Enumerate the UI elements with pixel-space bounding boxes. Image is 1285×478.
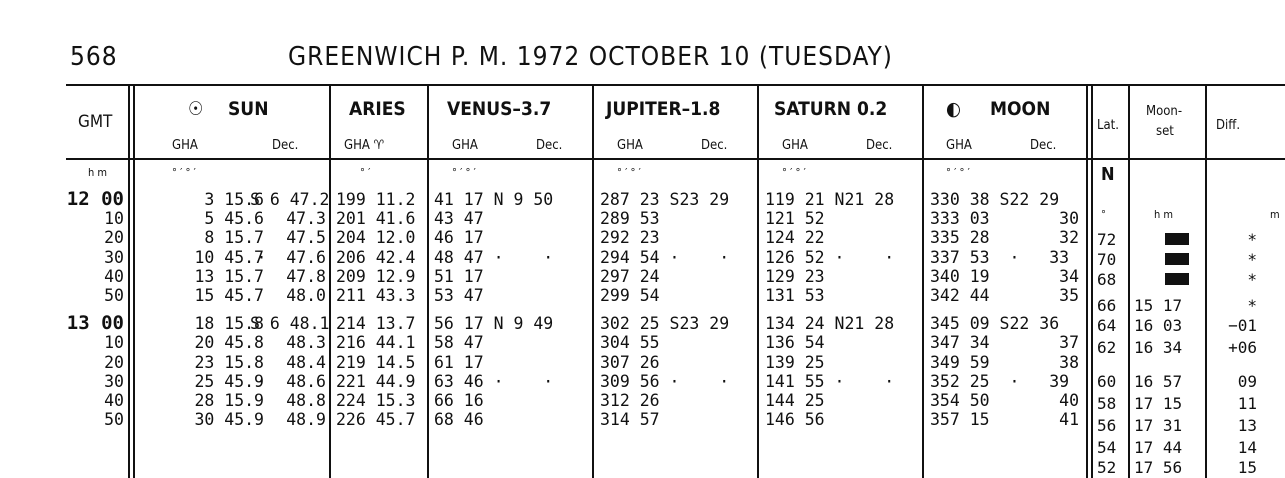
diff-cell: 11 <box>1237 394 1257 413</box>
venus-header: VENUS–3.7 <box>447 98 552 120</box>
lat-north: N <box>1101 164 1115 185</box>
diff-cell: −01 <box>1228 316 1257 335</box>
gmt-cell: 10 <box>104 333 124 353</box>
moonset-units: h m <box>1154 208 1174 221</box>
venus-gha-subheader: GHA <box>452 138 478 153</box>
moonset-bar-icon <box>1165 273 1189 285</box>
gmt-cell: 20 <box>104 228 124 248</box>
moon-symbol: ◐ <box>946 98 961 120</box>
sun-gha-cell: 25 45.9 <box>194 371 264 391</box>
lat-cell: 60 <box>1097 372 1117 391</box>
sun-dec-cell: 47.5 <box>286 228 326 248</box>
jupiter-cell: 307 26 <box>600 352 660 372</box>
jupiter-units: ° ′ ° ′ <box>617 166 641 179</box>
moonset-cell: 17 15 <box>1134 394 1183 413</box>
aries-gha-cell: 216 44.1 <box>336 333 416 353</box>
jupiter-cell: 304 55 <box>600 333 660 353</box>
sun-gha-cell: 10 45.7 <box>194 247 264 267</box>
sun-gha-cell: 13 15.7 <box>194 266 264 286</box>
moon-cell: 349 59 38 <box>930 352 1080 372</box>
gmt-cell: 50 <box>104 286 124 305</box>
aries-gha-cell: 211 43.3 <box>336 286 416 305</box>
jupiter-cell: 302 25 S23 29 <box>600 314 730 334</box>
gmt-cell: 10 <box>104 209 124 229</box>
sun-gha-subheader: GHA <box>172 138 198 153</box>
table-top-rule <box>66 84 1285 86</box>
lat-cell: 64 <box>1097 316 1117 335</box>
moon-cell: 354 50 40 <box>930 391 1080 410</box>
jupiter-dec-subheader: Dec. <box>701 138 728 153</box>
aries-gha-cell: 206 42.4 <box>336 247 416 267</box>
venus-cell: 41 17 N 9 50 <box>434 190 554 209</box>
sun-dec-cell: · 47.6 <box>256 247 326 267</box>
aries-gha-cell: 221 44.9 <box>336 371 416 391</box>
lat-cell: 52 <box>1097 458 1117 477</box>
diff-cell: 15 <box>1237 458 1257 477</box>
diff-cell: +06 <box>1228 338 1257 357</box>
gmt-header: GMT <box>78 112 113 132</box>
moon-cell: 333 03 30 <box>930 209 1080 229</box>
venus-cell: 58 47 <box>434 333 484 353</box>
moon-double-rule-a <box>1086 84 1088 478</box>
saturn-cell: 124 22 <box>765 228 825 248</box>
saturn-units: ° ′ ° ′ <box>782 166 806 179</box>
saturn-header: SATURN 0.2 <box>774 98 888 120</box>
sun-header: SUN <box>228 98 269 120</box>
saturn-rule <box>922 84 924 478</box>
moon-cell: 342 44 35 <box>930 286 1080 305</box>
moon-dec-subheader: Dec. <box>1030 138 1057 153</box>
moon-cell: 357 15 41 <box>930 410 1080 430</box>
aries-gha-cell: 224 15.3 <box>336 391 416 410</box>
lat-cell: 68 <box>1097 270 1117 289</box>
venus-cell: 68 46 <box>434 410 484 430</box>
moon-double-rule-b <box>1091 84 1093 478</box>
diff-cell: * <box>1247 270 1257 289</box>
lat-cell: 58 <box>1097 394 1117 413</box>
jupiter-rule <box>757 84 759 478</box>
aries-gha-cell: 219 14.5 <box>336 352 416 372</box>
saturn-gha-subheader: GHA <box>782 138 808 153</box>
aries-gha-subheader: GHA ♈ <box>344 138 385 153</box>
aries-gha-cell: 214 13.7 <box>336 314 416 334</box>
moon-cell: 352 25 · 39 <box>930 371 1070 391</box>
aries-gha-cell: 201 41.6 <box>336 209 416 229</box>
lat-cell: 66 <box>1097 296 1117 315</box>
aries-units: ° ′ <box>360 166 371 179</box>
diff-header: Diff. <box>1216 118 1241 133</box>
moonset-cell: 16 57 <box>1134 372 1183 391</box>
aries-gha-cell: 209 12.9 <box>336 266 416 286</box>
jupiter-header: JUPITER–1.8 <box>606 98 721 120</box>
gmt-double-rule-a <box>128 84 130 478</box>
sun-dec-subheader: Dec. <box>272 138 299 153</box>
moonset-header-line2: set <box>1156 124 1174 139</box>
jupiter-cell: 314 57 <box>600 410 660 430</box>
jupiter-cell: 292 23 <box>600 228 660 248</box>
sun-dec-cell: · 48.6 <box>256 371 326 391</box>
jupiter-gha-subheader: GHA <box>617 138 643 153</box>
venus-cell: 51 17 <box>434 266 484 286</box>
moonset-rule <box>1205 84 1207 478</box>
moon-cell: 335 28 32 <box>930 228 1080 248</box>
diff-cell: 13 <box>1237 416 1257 435</box>
venus-cell: 43 47 <box>434 209 484 229</box>
sun-dec-cell: S 6 47.2 <box>250 190 330 209</box>
lat-header: Lat. <box>1097 118 1119 133</box>
sun-gha-cell: 15 45.7 <box>194 286 264 305</box>
venus-cell: 48 47 · · <box>434 247 554 267</box>
sun-gha-cell: 5 45.6 <box>204 209 264 229</box>
diff-cell: 14 <box>1237 438 1257 457</box>
lat-degree-unit: ° <box>1101 208 1106 221</box>
moon-cell: 347 34 37 <box>930 333 1080 353</box>
jupiter-cell: 294 54 · · <box>600 247 730 267</box>
header-bottom-rule <box>66 158 1285 160</box>
moonset-cell: 15 17 <box>1134 296 1183 315</box>
aries-gha-cell: 226 45.7 <box>336 410 416 430</box>
lat-cell: 56 <box>1097 416 1117 435</box>
gmt-cell: 40 <box>104 266 124 286</box>
sun-dec-cell: 48.8 <box>286 391 326 410</box>
aries-gha-cell: 199 11.2 <box>336 190 416 209</box>
lat-cell: 62 <box>1097 338 1117 357</box>
moon-cell: 340 19 34 <box>930 266 1080 286</box>
saturn-cell: 119 21 N21 28 <box>765 190 895 209</box>
sun-dec-cell: 48.0 <box>286 286 326 305</box>
aries-gha-cell: 204 12.0 <box>336 228 416 248</box>
sun-units: ° ′ ° ′ <box>172 166 196 179</box>
saturn-cell: 131 53 <box>765 286 825 305</box>
diff-units: m <box>1270 208 1280 221</box>
gmt-cell: 20 <box>104 352 124 372</box>
sun-gha-cell: 30 45.9 <box>194 410 264 430</box>
saturn-cell: 141 55 · · <box>765 371 895 391</box>
sun-dec-cell: 48.9 <box>286 410 326 430</box>
saturn-cell: 136 54 <box>765 333 825 353</box>
aries-rule <box>427 84 429 478</box>
gmt-cell: 50 <box>104 410 124 430</box>
venus-cell: 53 47 <box>434 286 484 305</box>
saturn-cell: 146 56 <box>765 410 825 430</box>
diff-cell: * <box>1247 296 1257 315</box>
moonset-cell: 17 44 <box>1134 438 1183 457</box>
moon-cell: 330 38 S22 29 <box>930 190 1060 209</box>
jupiter-cell: 297 24 <box>600 266 660 286</box>
sun-gha-cell: 28 15.9 <box>194 391 264 410</box>
venus-cell: 63 46 · · <box>434 371 554 391</box>
saturn-cell: 144 25 <box>765 391 825 410</box>
diff-cell: 09 <box>1237 372 1257 391</box>
sun-dec-cell: 47.8 <box>286 266 326 286</box>
saturn-cell: 134 24 N21 28 <box>765 314 895 334</box>
moonset-bar-icon <box>1165 233 1189 245</box>
sun-dec-cell: 48.3 <box>286 333 326 353</box>
gmt-cell: 40 <box>104 391 124 410</box>
moon-header: MOON <box>990 98 1051 120</box>
sun-symbol: ☉ <box>188 98 204 120</box>
jupiter-cell: 299 54 <box>600 286 660 305</box>
aries-header: ARIES <box>349 98 406 120</box>
diff-cell: * <box>1247 230 1257 249</box>
sun-gha-cell: 8 15.7 <box>204 228 264 248</box>
sun-gha-cell: 3 15.6 <box>204 190 264 209</box>
jupiter-cell: 289 53 <box>600 209 660 229</box>
sun-dec-cell: S 6 48.1 <box>250 314 330 334</box>
gmt-double-rule-b <box>133 84 135 478</box>
gmt-cell: 13 00 <box>66 312 124 335</box>
moon-units: ° ′ ° ′ <box>946 166 970 179</box>
sun-gha-cell: 20 45.8 <box>194 333 264 353</box>
moon-cell: 345 09 S22 36 <box>930 314 1060 334</box>
moonset-header-line1: Moon- <box>1146 104 1183 119</box>
gmt-cell: 12 00 <box>66 188 124 210</box>
moonset-cell: 17 56 <box>1134 458 1183 477</box>
lat-cell: 54 <box>1097 438 1117 457</box>
moonset-bar-icon <box>1165 253 1189 265</box>
venus-units: ° ′ ° ′ <box>452 166 476 179</box>
jupiter-cell: 309 56 · · <box>600 371 730 391</box>
venus-cell: 61 17 <box>434 352 484 372</box>
lat-cell: 70 <box>1097 250 1117 269</box>
moon-cell: 337 53 · 33 <box>930 247 1070 267</box>
saturn-cell: 129 23 <box>765 266 825 286</box>
moonset-cell: 17 31 <box>1134 416 1183 435</box>
sun-gha-cell: 18 15.8 <box>194 314 264 334</box>
sun-dec-cell: 48.4 <box>286 352 326 372</box>
venus-cell: 66 16 <box>434 391 484 410</box>
gmt-units: h m <box>88 166 108 179</box>
gmt-cell: 30 <box>104 371 124 391</box>
moonset-cell: 16 03 <box>1134 316 1183 335</box>
saturn-cell: 121 52 <box>765 209 825 229</box>
saturn-cell: 126 52 · · <box>765 247 895 267</box>
page-number: 568 <box>70 42 118 72</box>
gmt-cell: 30 <box>104 247 124 267</box>
sun-gha-cell: 23 15.8 <box>194 352 264 372</box>
lat-rule <box>1128 84 1130 478</box>
diff-cell: * <box>1247 250 1257 269</box>
sun-rule <box>329 84 331 478</box>
jupiter-cell: 312 26 <box>600 391 660 410</box>
venus-cell: 46 17 <box>434 228 484 248</box>
saturn-cell: 139 25 <box>765 352 825 372</box>
venus-dec-subheader: Dec. <box>536 138 563 153</box>
moonset-cell: 16 34 <box>1134 338 1183 357</box>
moon-gha-subheader: GHA <box>946 138 972 153</box>
page-title: GREENWICH P. M. 1972 OCTOBER 10 (TUESDAY) <box>288 42 893 72</box>
lat-cell: 72 <box>1097 230 1117 249</box>
jupiter-cell: 287 23 S23 29 <box>600 190 730 209</box>
venus-rule <box>592 84 594 478</box>
sun-dec-cell: 47.3 <box>286 209 326 229</box>
saturn-dec-subheader: Dec. <box>866 138 893 153</box>
venus-cell: 56 17 N 9 49 <box>434 314 554 334</box>
